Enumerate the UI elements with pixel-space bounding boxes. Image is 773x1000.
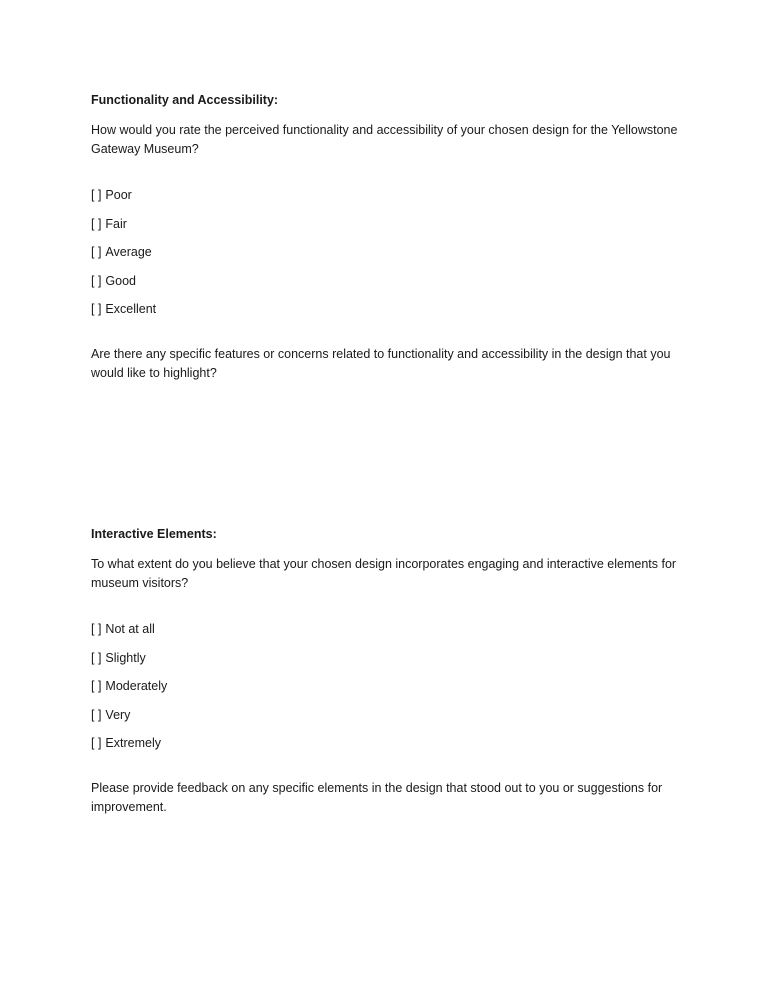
option-label: Slightly xyxy=(105,650,146,665)
rating-options xyxy=(91,186,691,319)
checkbox-icon[interactable]: [ ] xyxy=(91,245,102,259)
option-not-at-all[interactable] xyxy=(91,620,691,639)
option-label: Poor xyxy=(105,188,132,202)
option-label: Average xyxy=(105,245,152,259)
option-very[interactable] xyxy=(91,706,691,725)
option-label: Excellent xyxy=(105,302,157,316)
checkbox-icon[interactable]: [ ] xyxy=(91,679,102,693)
option-good[interactable] xyxy=(91,272,691,291)
option-average[interactable] xyxy=(91,243,691,262)
rating-options xyxy=(91,620,691,753)
option-fair[interactable] xyxy=(91,215,691,234)
checkbox-icon[interactable]: [ ] xyxy=(91,650,102,665)
checkbox-icon[interactable]: [ ] xyxy=(91,273,102,288)
option-poor[interactable] xyxy=(91,186,691,205)
option-label: Fair xyxy=(105,216,127,231)
checkbox-icon[interactable]: [ ] xyxy=(91,216,102,231)
option-extremely[interactable] xyxy=(91,734,691,753)
section-heading: Functionality and Accessibility: xyxy=(91,93,279,107)
option-label: Good xyxy=(105,273,137,288)
option-label: Very xyxy=(105,707,131,722)
option-slightly[interactable] xyxy=(91,649,691,668)
option-label: Not at all xyxy=(105,622,155,636)
option-moderately[interactable] xyxy=(91,677,691,696)
section-heading: Interactive Elements: xyxy=(91,527,217,541)
section-functionality-accessibility xyxy=(91,91,691,383)
checkbox-icon[interactable]: [ ] xyxy=(91,707,102,722)
checkbox-icon[interactable]: [ ] xyxy=(91,622,102,636)
option-label: Extremely xyxy=(105,736,161,750)
rating-question: To what extent do you believe that your chosen design incorporates engaging and interactive elements for museum visitors? xyxy=(91,557,677,590)
checkbox-icon[interactable]: [ ] xyxy=(91,188,102,202)
followup-question: Are there any specific features or concerns related to functionality and accessibility in the design that you would like to highlight? xyxy=(91,347,671,380)
option-excellent[interactable] xyxy=(91,300,691,319)
option-label: Moderately xyxy=(105,679,168,693)
checkbox-icon[interactable]: [ ] xyxy=(91,302,102,316)
followup-question: Please provide feedback on any specific elements in the design that stood out to you or suggestions for improvement. xyxy=(91,781,663,814)
checkbox-icon[interactable]: [ ] xyxy=(91,736,102,750)
rating-question: How would you rate the perceived functionality and accessibility of your chosen design for the Yellowstone Gateway Museum? xyxy=(91,123,678,156)
section-interactive-elements xyxy=(91,525,691,817)
